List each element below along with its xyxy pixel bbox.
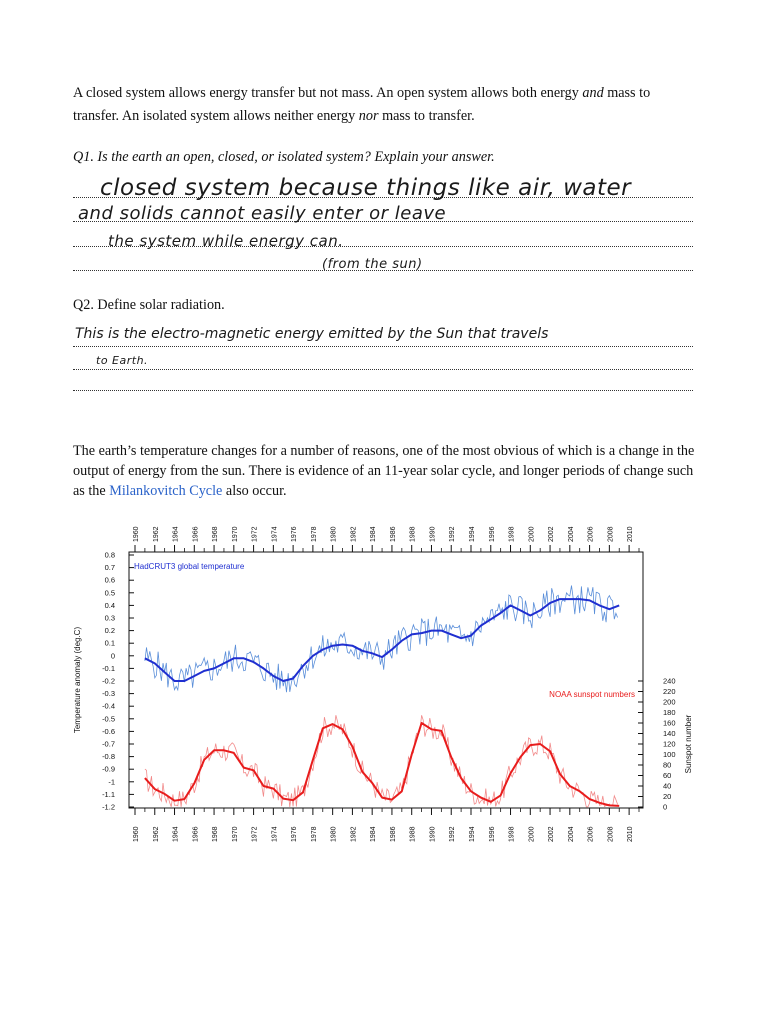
intro-emphasis-and: and xyxy=(582,85,604,101)
y-tick-label-left: 0.1 xyxy=(104,638,115,648)
x-tick-label-bottom: 2000 xyxy=(528,826,536,842)
x-tick-label-bottom: 2008 xyxy=(607,826,615,842)
x-tick-label-bottom: 1974 xyxy=(271,826,279,842)
y-tick-label-right: 40 xyxy=(663,781,672,791)
x-tick-label-top: 2000 xyxy=(528,526,536,542)
series-sunspot-smooth-line xyxy=(145,723,619,806)
y-tick-label-left: -0.6 xyxy=(102,726,115,736)
intro-emphasis-nor: nor xyxy=(358,108,379,124)
x-tick-label-top: 1966 xyxy=(192,526,200,542)
x-tick-label-top: 2008 xyxy=(607,526,615,542)
q2-answer-line-2[interactable] xyxy=(73,369,693,370)
x-tick-label-bottom: 1992 xyxy=(449,826,457,842)
x-tick-label-top: 1996 xyxy=(488,526,496,542)
y-tick-label-left: -0.4 xyxy=(102,701,115,711)
y-tick-label-left: -1.1 xyxy=(102,789,115,799)
q1-handwritten-answer-1: closed system because things like air, water xyxy=(100,175,632,201)
legend-sunspot: NOAA sunspot numbers xyxy=(549,689,635,699)
x-tick-label-bottom: 1960 xyxy=(133,826,140,842)
x-tick-label-bottom: 1972 xyxy=(251,826,259,842)
x-tick-label-bottom: 1978 xyxy=(310,826,318,842)
intro-text-2: mass to transfer. An isolated system allows neither energy xyxy=(73,85,651,124)
y-tick-label-left: -0.3 xyxy=(102,689,115,699)
x-tick-label-top: 1980 xyxy=(330,526,338,542)
x-tick-label-bottom: 1996 xyxy=(488,826,496,842)
x-tick-label-bottom: 1970 xyxy=(231,826,239,842)
x-tick-label-bottom: 2004 xyxy=(567,826,575,842)
x-tick-label-bottom: 1964 xyxy=(172,826,180,842)
y-tick-label-right: 180 xyxy=(663,708,676,717)
x-tick-label-bottom: 1968 xyxy=(212,826,220,842)
intro-text-3: mass to transfer. xyxy=(378,108,475,124)
x-tick-label-top: 1992 xyxy=(449,526,457,542)
x-tick-label-top: 1986 xyxy=(389,526,397,542)
y-tick-label-left: -0.5 xyxy=(102,714,115,724)
x-tick-label-top: 1994 xyxy=(469,526,476,542)
x-tick-label-top: 1978 xyxy=(310,526,318,542)
x-tick-label-bottom: 1976 xyxy=(291,826,299,842)
y-tick-label-left: -0.1 xyxy=(102,663,115,673)
q2-prompt: Q2. Define solar radiation. xyxy=(73,297,225,313)
y-tick-label-left: -0.2 xyxy=(102,676,115,686)
y-tick-label-right: 240 xyxy=(663,676,676,686)
y-tick-label-left: 0.8 xyxy=(104,550,115,560)
x-tick-label-bottom: 2006 xyxy=(587,826,595,842)
series-temperature-raw-line xyxy=(145,586,618,693)
y-tick-label-right: 120 xyxy=(663,739,676,749)
y-tick-label-left: -1.2 xyxy=(102,802,115,812)
y-tick-label-right: 80 xyxy=(663,760,672,770)
x-tick-label-top: 1974 xyxy=(271,526,279,542)
x-tick-label-bottom: 2010 xyxy=(627,826,635,842)
milankovitch-link[interactable]: Milankovitch Cycle xyxy=(109,483,223,499)
y-tick-label-left: 0.4 xyxy=(104,600,115,610)
q2-handwritten-answer-1: This is the electro-magnetic energy emitted by the Sun that travels xyxy=(75,326,549,342)
x-tick-label-top: 2004 xyxy=(567,526,575,542)
x-tick-label-top: 1976 xyxy=(291,526,299,542)
x-tick-label-bottom: 1982 xyxy=(350,826,358,842)
x-tick-label-bottom: 1998 xyxy=(508,826,516,842)
x-tick-label-top: 1968 xyxy=(212,526,220,542)
x-tick-label-top: 1984 xyxy=(370,526,378,542)
y-axis-label-right: Sunspot number xyxy=(684,714,693,774)
x-tick-label-bottom: 1988 xyxy=(409,826,417,842)
y-tick-label-right: 140 xyxy=(663,729,676,738)
y-tick-label-left: 0.2 xyxy=(104,626,115,636)
y-tick-label-left: 0 xyxy=(110,651,115,661)
x-tick-label-bottom: 1984 xyxy=(370,826,378,842)
x-tick-label-top: 1964 xyxy=(172,526,180,542)
intro-text-1: A closed system allows energy transfer but not mass. An open system allows both energy xyxy=(73,85,583,101)
solar-paragraph-text: The earth’s temperature changes for a number of reasons, one of the most obvious of which is a change in the output of energy from the sun. There is evidence of an 11-year solar cycle, and longer periods of change such as the xyxy=(73,443,695,499)
intro-paragraph xyxy=(73,82,698,128)
q2-answer-line-3[interactable] xyxy=(73,390,693,391)
q1-prompt: Q1. Is the earth an open, closed, or isolated system? Explain your answer. xyxy=(73,149,495,165)
y-tick-label-right: 0 xyxy=(663,802,668,812)
x-tick-label-bottom: 1986 xyxy=(389,826,397,842)
y-tick-label-right: 160 xyxy=(663,718,676,728)
y-tick-label-left: 0.3 xyxy=(104,613,115,623)
x-tick-label-top: 1972 xyxy=(251,526,259,542)
x-tick-label-top: 2010 xyxy=(627,526,635,542)
legend-temperature: HadCRUT3 global temperature xyxy=(134,562,245,571)
y-tick-label-right: 20 xyxy=(663,792,672,801)
x-tick-label-top: 1982 xyxy=(350,526,358,542)
x-tick-label-bottom: 1962 xyxy=(152,826,160,842)
x-tick-label-bottom: 1966 xyxy=(192,826,200,842)
q2-answer-line-1[interactable] xyxy=(73,346,693,347)
temperature-sunspot-chart xyxy=(72,504,722,850)
x-tick-label-top: 1988 xyxy=(409,526,417,542)
x-tick-label-top: 2002 xyxy=(548,526,556,542)
x-tick-label-bottom: 1980 xyxy=(330,826,338,842)
q1-handwritten-answer-2: and solids cannot easily enter or leave xyxy=(78,203,447,224)
plot-frame xyxy=(129,552,643,808)
q2-handwritten-answer-2: to Earth. xyxy=(96,354,149,367)
q1-handwritten-answer-4: (from the sun) xyxy=(322,257,423,272)
solar-paragraph-end: also occur. xyxy=(222,483,287,499)
x-tick-label-top: 1962 xyxy=(152,526,160,542)
y-tick-label-left: 0.5 xyxy=(104,588,115,598)
y-tick-label-left: -1 xyxy=(108,777,115,787)
x-tick-label-top: 1960 xyxy=(133,526,140,542)
y-tick-label-left: -0.8 xyxy=(102,752,115,762)
y-tick-label-right: 60 xyxy=(663,771,672,780)
series-sunspot-raw-line xyxy=(145,715,618,807)
y-tick-label-left: -0.7 xyxy=(102,739,115,749)
x-tick-label-bottom: 1990 xyxy=(429,826,437,842)
y-tick-label-right: 100 xyxy=(663,750,676,759)
y-axis-label-left: Temperature anomaly (deg.C) xyxy=(73,626,82,734)
solar-paragraph xyxy=(73,441,701,501)
y-tick-label-left: 0.6 xyxy=(104,575,115,585)
x-tick-label-top: 1998 xyxy=(508,526,516,542)
x-tick-label-top: 1990 xyxy=(429,526,437,542)
y-tick-label-left: -0.9 xyxy=(102,764,115,774)
y-tick-label-right: 200 xyxy=(663,697,676,707)
y-tick-label-left: 0.7 xyxy=(104,563,115,573)
x-tick-label-bottom: 1994 xyxy=(469,826,476,842)
x-tick-label-bottom: 2002 xyxy=(548,826,556,842)
x-tick-label-top: 2006 xyxy=(587,526,595,542)
x-tick-label-top: 1970 xyxy=(231,526,239,542)
y-tick-label-right: 220 xyxy=(663,687,676,696)
q1-handwritten-answer-3: the system while energy can. xyxy=(108,232,344,250)
